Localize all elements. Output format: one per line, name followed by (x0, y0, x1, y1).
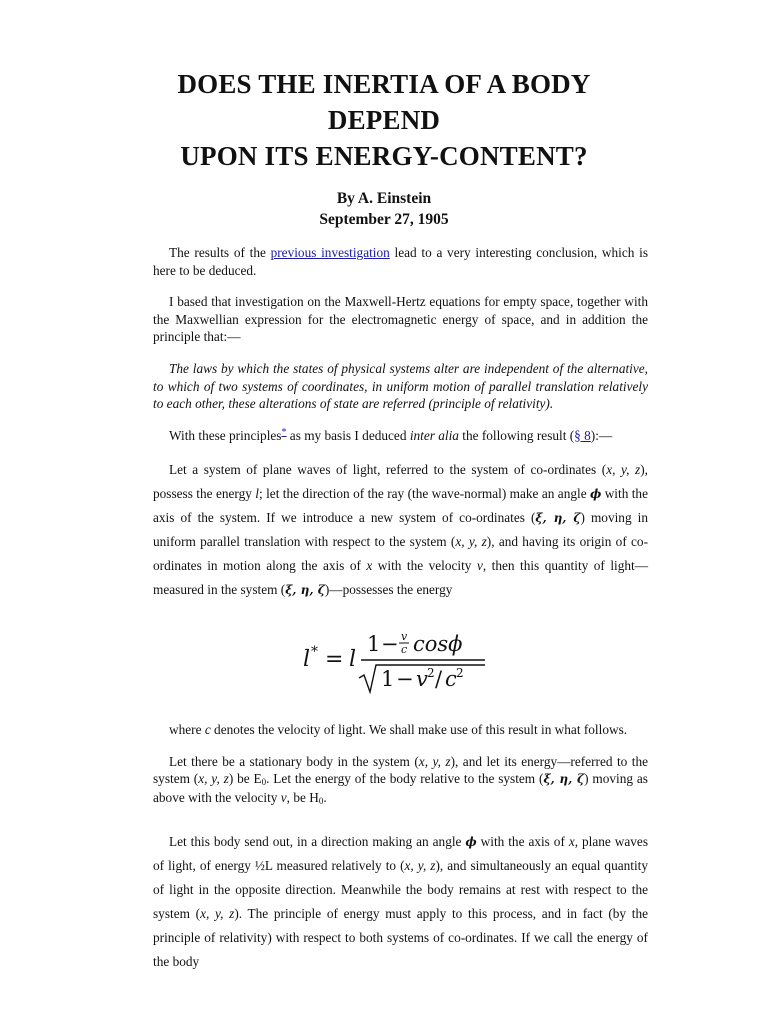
section-8-link[interactable]: § 8 (574, 427, 591, 443)
svg-text:cosϕ: cosϕ (412, 632, 462, 657)
paragraph-6: where c denotes the velocity of light. We shall make use of this result in what follows. (169, 721, 628, 737)
svg-text:−: − (380, 632, 399, 657)
paragraph-1: The results of the previous investigation lead to a very interesting conclusion, which is here to be deduced. (153, 245, 648, 278)
title-line-1: DOES THE INERTIA OF A BODY (177, 69, 591, 99)
svg-text:v: v (415, 667, 428, 692)
svg-text:/: / (434, 667, 442, 692)
paragraph-8: Let this body send out, in a direction making an angle ϕ with the axis of x, plane waves of light, of energy ½L measured relatively to (x, y, z), and simultaneously an equal quantity of light in the opposite direction. Meanwhile the body remains at rest with respect to the system (x, y, z). The principle of energy must apply to this process, and in fact (by the principle of relativity) with respect to both systems of co-ordinates. If we call the energy of the body (153, 834, 649, 970)
svg-text:1: 1 (380, 667, 394, 692)
title-line-2: DEPEND (327, 105, 441, 135)
xi-eta-zeta-symbol: ξ, η, ζ (535, 511, 581, 526)
svg-text:−: − (395, 667, 414, 692)
article-body (153, 244, 648, 988)
svg-text:l: l (348, 647, 356, 673)
svg-text:1: 1 (366, 632, 380, 657)
page-title (0, 66, 768, 174)
byline (0, 188, 768, 230)
paragraph-4: With these principles* as my basis I deduced inter alia the following result (§ 8):— (169, 426, 613, 443)
svg-text:*: * (310, 644, 318, 661)
svg-text:c: c (400, 643, 407, 657)
title-line-3: UPON ITS ENERGY-CONTENT? (180, 141, 588, 171)
svg-text:2: 2 (426, 666, 435, 681)
author: By A. Einstein (336, 190, 432, 207)
svg-text:l: l (302, 647, 310, 673)
svg-text:2: 2 (455, 666, 464, 681)
paragraph-2: I based that investigation on the Maxwell-Hertz equations for empty space, together with the Maxwellian expression for the electromagnetic energy of space, and in addition the principle that:— (153, 294, 648, 345)
previous-investigation-link[interactable]: previous investigation (270, 245, 390, 260)
paragraph-5: Let a system of plane waves of light, referred to the system of co-ordinates (x, y, z), possess the energy l; let the direction of the ray (the wave-normal) make an angle ϕ with the axis of the system. If we introduce a new system of co-ordinates (ξ, η, ζ) moving in uniform parallel translation with respect to the system (x, y, z), and having its origin of co-ordinates in motion along the axis of x with the velocity v, then this quantity of light—measured in the system (ξ, η, ζ)—possesses the energy (153, 462, 649, 598)
svg-text:v: v (400, 630, 407, 644)
equation-graphic (301, 620, 501, 694)
svg-text:c: c (444, 667, 457, 692)
principle-of-relativity-quote: The laws by which the states of physical systems alter are independent of the alternative, to which of two systems of coordinates, in uniform motion of parallel translation relatively to each other, these alterations of state are referred (principle of relativity). (153, 360, 648, 412)
date: September 27, 1905 (319, 211, 449, 228)
phi-symbol: ϕ (590, 487, 602, 502)
energy-transformation-equation (153, 620, 648, 699)
paragraph-7: Let there be a stationary body in the system (x, y, z), and let its energy—referred to the system (x, y, z) be $E_0$. Let the energy of the body relative to the system (ξ, η, ζ) moving as above with the velocity v, be $H_0$. (153, 753, 648, 806)
footnote-link[interactable]: * (281, 426, 287, 438)
svg-text:=: = (324, 647, 343, 673)
